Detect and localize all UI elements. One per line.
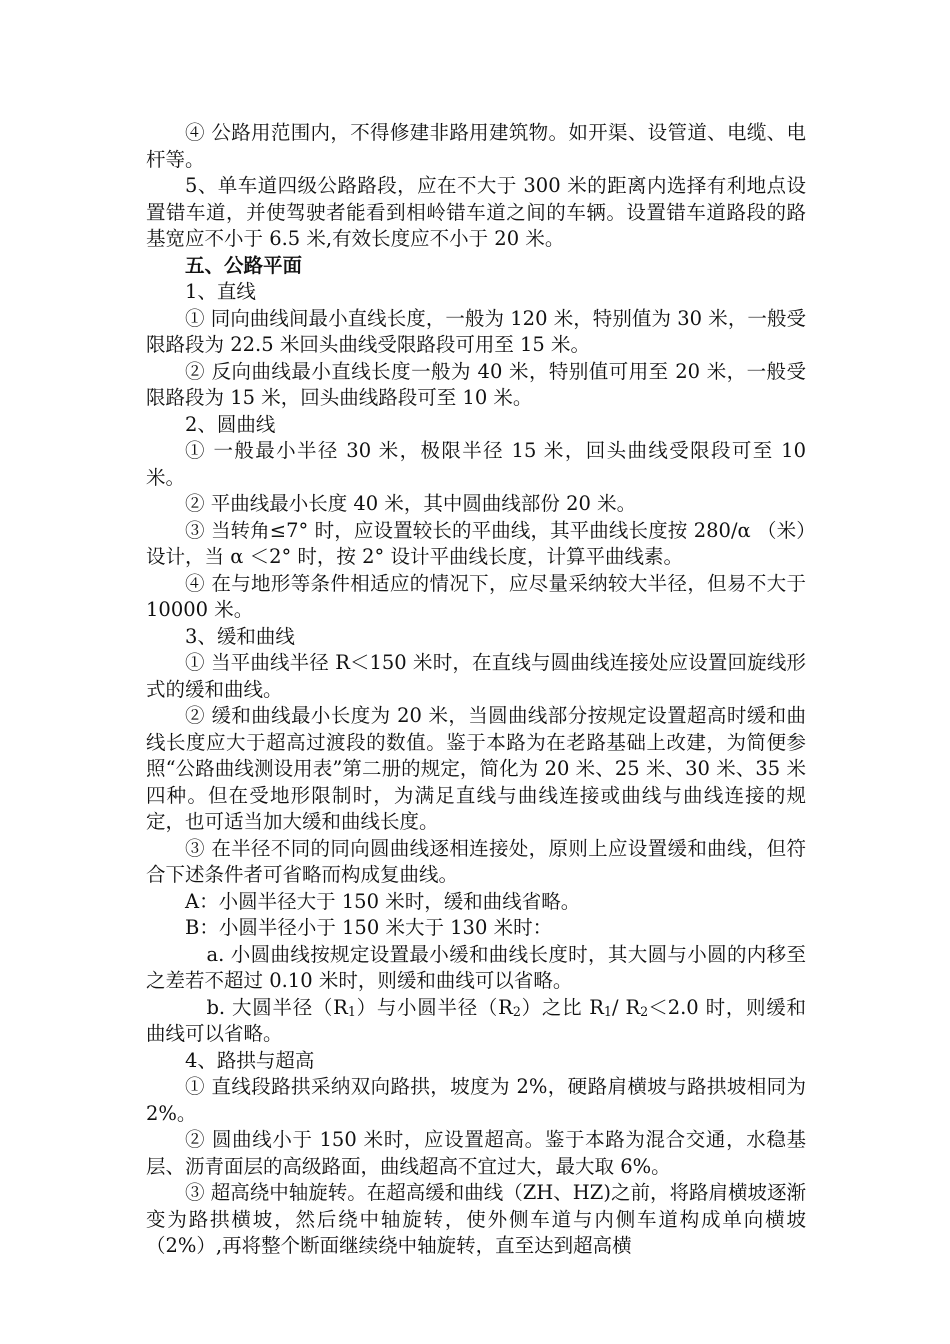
ratio-subscript-2: 2 <box>512 1003 521 1019</box>
ratio-text-5: ＜2.0 时，则缓和曲线可以省略。 <box>146 995 806 1045</box>
paragraph-crown-slope: ① 直线段路拱采纳双向路拱，坡度为 2%，硬路肩横坡与路拱坡相同为 2%。 <box>146 1075 806 1125</box>
ratio-text-3: ）之比 R <box>520 995 604 1019</box>
ratio-text-4: / R <box>611 995 641 1019</box>
subheading-circular-curve: 2、圆曲线 <box>185 412 276 436</box>
paragraph-passing-bays: 5、单车道四级公路路段，应在不大于 300 米的距离内选择有利地点设置错车道，并使驾驶者能看到相岭错车道之间的车辆。设置错车道路段的路基宽应不小于 6.5 米,有效长度应不小于 20 米。 <box>146 174 806 250</box>
paragraph-large-radius: ④ 在与地形等条件相适应的情况下，应尽量采纳较大半径，但易不大于 10000 米。 <box>146 571 806 621</box>
ratio-subscript-1: 1 <box>347 1003 356 1019</box>
paragraph-compound-curve: ③ 在半径不同的同向圆曲线逐相连接处，原则上应设置缓和曲线，但符合下述条件者可省略而构成复曲线。 <box>146 836 806 886</box>
paragraph-spiral-requirement: ① 当平曲线半径 R＜150 米时，在直线与圆曲线连接处应设置回旋线形式的缓和曲线。 <box>146 651 806 701</box>
paragraph-condition-b-a: a. 小圆曲线按规定设置最小缓和曲线长度时，其大圆与小圆的内移至之差若不超过 0.10 米时，则缓和曲线可以省略。 <box>146 942 806 992</box>
ratio-text-2: ）与小圆半径（R <box>355 995 513 1019</box>
ratio-text-1: b. 大圆半径（R <box>206 995 348 1019</box>
paragraph-condition-a: A：小圆半径大于 150 米时，缓和曲线省略。 <box>185 889 581 913</box>
paragraph-turning-angle: ③ 当转角≤7° 时，应设置较长的平曲线，其平曲线长度按 280/α （米）设计，当 α ＜2° 时，按 2° 设计平曲线长度，计算平曲线素。 <box>146 518 806 568</box>
paragraph-superelevation-setting: ② 圆曲线小于 150 米时，应设置超高。鉴于本路为混合交通，水稳基层、沥青面层的高级路面，曲线超高不宜过大，最大取 6%。 <box>146 1128 806 1178</box>
subheading-crown-superelevation: 4、路拱与超高 <box>185 1048 315 1072</box>
paragraph-min-radius: ① 一般最小半径 30 米，极限半径 15 米，回头曲线受限段可至 10 米。 <box>146 439 806 489</box>
paragraph-transition-length: ② 缓和曲线最小长度为 20 米，当圆曲线部分按规定设置超高时缓和曲线长度应大于超高过渡段的数值。鉴于本路为在老路基础上改建，为简便参照“公路曲线测设用表”第二册的规定，简化为 20 米、25 米、30 米、35 米四种。但在受地形限制时，为满足直线与曲线连接或曲线与曲线连接的规定，也可适当加大缓和曲线长度。 <box>146 704 806 833</box>
paragraph-road-land-use: ④ 公路用范围内，不得修建非路用建筑物。如开渠、设管道、电缆、电杆等。 <box>146 121 806 171</box>
subheading-straight-line: 1、直线 <box>185 280 256 303</box>
paragraph-superelevation-rotation: ③ 超高绕中轴旋转。在超高缓和曲线（ZH、HZ)之前，将路肩横坡逐渐变为路拱横坡，然后绕中轴旋转，使外侧车道与内侧车道构成单向横坡（2%）,再将整个断面继续绕中轴旋转，直至达到超高横 <box>146 1181 806 1257</box>
ratio-subscript-3: 1 <box>603 1003 612 1019</box>
paragraph-condition-b: B：小圆半径小于 150 米大于 130 米时： <box>185 916 553 939</box>
paragraph-reverse-curves: ② 反向曲线最小直线长度一般为 40 米，特别值可用至 20 米，一般受限路段为 15 米，回头曲线路段可至 10 米。 <box>146 359 806 409</box>
section-heading-road-plan: 五、公路平面 <box>185 253 303 277</box>
document-page <box>146 120 806 1260</box>
ratio-subscript-4: 2 <box>640 1003 649 1019</box>
subheading-transition-curve: 3、缓和曲线 <box>185 624 295 648</box>
paragraph-same-direction-curves: ① 同向曲线间最小直线长度，一般为 120 米，特别值为 30 米，一般受限路段为 22.5 米回头曲线受限路段可用至 15 米。 <box>146 306 806 356</box>
paragraph-condition-b-b <box>146 995 806 1048</box>
paragraph-min-curve-length: ② 平曲线最小长度 40 米，其中圆曲线部份 20 米。 <box>185 492 637 515</box>
